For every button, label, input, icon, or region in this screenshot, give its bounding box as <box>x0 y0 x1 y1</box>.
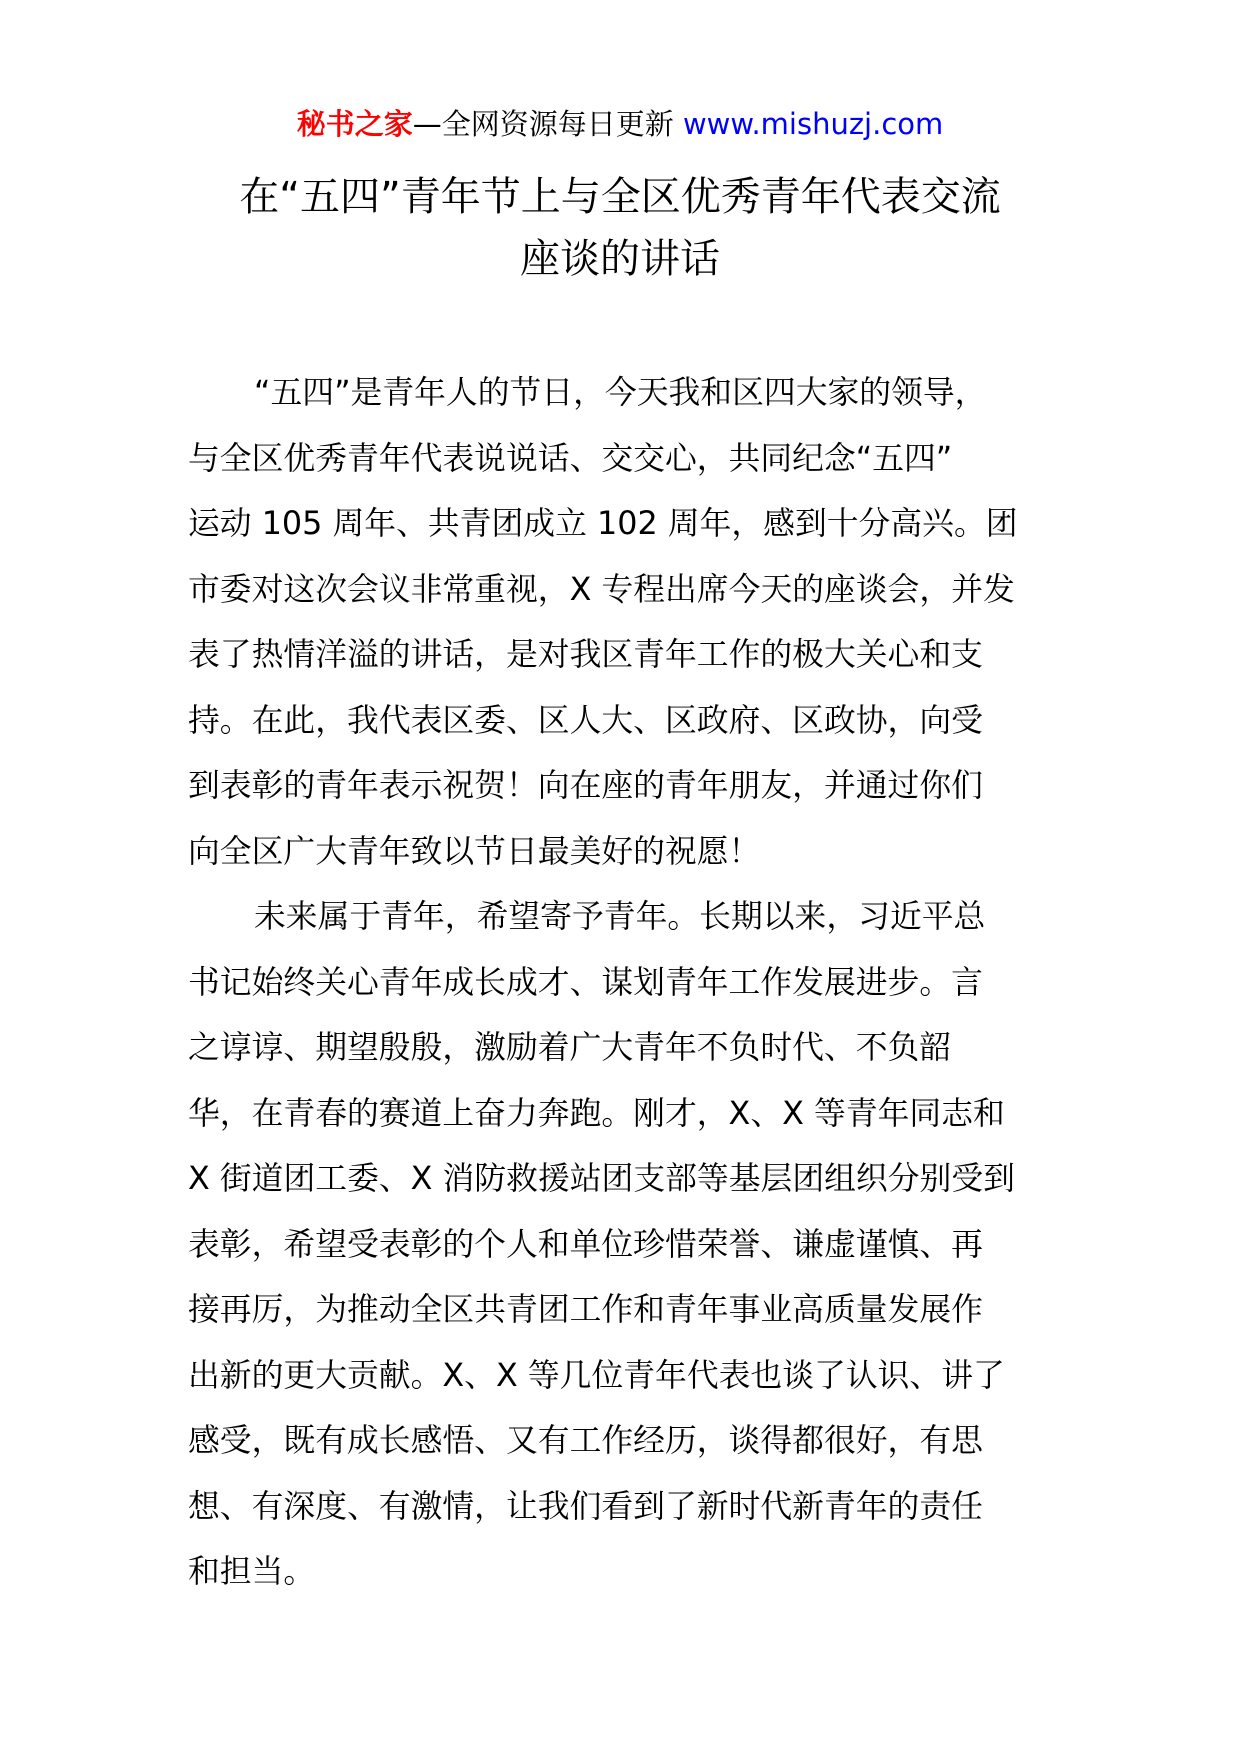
site-header <box>0 104 1240 144</box>
paragraph-line: 市委对这次会议非常重视，X 专程出席今天的座谈会，并发 <box>188 570 1015 608</box>
document-body <box>188 360 1056 1605</box>
document-title <box>150 166 1090 290</box>
site-url[interactable]: www.mishuzj.com <box>682 107 944 141</box>
paragraph-line: X 街道团工委、X 消防救援站团支部等基层团组织分别受到 <box>188 1160 1015 1197</box>
paragraph-line: 华，在青春的赛道上奋力奔跑。刚才，X、X 等青年同志和 <box>188 1094 1005 1132</box>
paragraph-2 <box>188 884 1056 1605</box>
paragraph-line: 未来属于青年，希望寄予青年。长期以来，习近平总 <box>254 898 986 935</box>
title-line: 在“五四”青年节上与全区优秀青年代表交流 <box>239 174 1001 220</box>
brand-name: 秘书之家 <box>296 107 413 141</box>
paragraph-line: 表了热情洋溢的讲话，是对我区青年工作的极大关心和支 <box>188 636 983 673</box>
paragraph-line: 之谆谆、期望殷殷，激励着广大青年不负时代、不负韶 <box>188 1029 952 1066</box>
paragraph-line: 想、有深度、有激情，让我们看到了新时代新青年的责任 <box>188 1487 983 1525</box>
paragraph-line: 表彰，希望受表彰的个人和单位珍惜荣誉、谦虚谨慎、再 <box>188 1225 983 1263</box>
paragraph-line: 和担当。 <box>188 1553 316 1590</box>
paragraph-line: 与全区优秀青年代表说说话、交交心，共同纪念“五四” <box>188 439 953 477</box>
paragraph-line: 书记始终关心青年成长成才、谋划青年工作发展进步。言 <box>188 963 983 1001</box>
paragraph-line: “五四”是青年人的节日，今天我和区四大家的领导， <box>254 374 987 411</box>
paragraph-line: 持。在此，我代表区委、区人大、区政府、区政协，向受 <box>188 701 983 739</box>
paragraph-1 <box>188 360 1056 884</box>
paragraph-line: 向全区广大青年致以节日最美好的祝愿！ <box>188 832 761 870</box>
paragraph-line: 到表彰的青年表示祝贺！向在座的青年朋友，并通过你们 <box>188 767 983 804</box>
paragraph-line: 感受，既有成长感悟、又有工作经历，谈得都很好，有思 <box>188 1422 983 1459</box>
title-line: 座谈的讲话 <box>520 236 720 282</box>
paragraph-line: 出新的更大贡献。X、X 等几位青年代表也谈了认识、讲了 <box>188 1356 1005 1394</box>
paragraph-line: 接再厉，为推动全区共青团工作和青年事业高质量发展作 <box>188 1291 983 1328</box>
paragraph-line: 运动 105 周年、共青团成立 102 周年，感到十分高兴。团 <box>188 505 1018 542</box>
header-tagline: —全网资源每日更新 <box>412 107 683 141</box>
